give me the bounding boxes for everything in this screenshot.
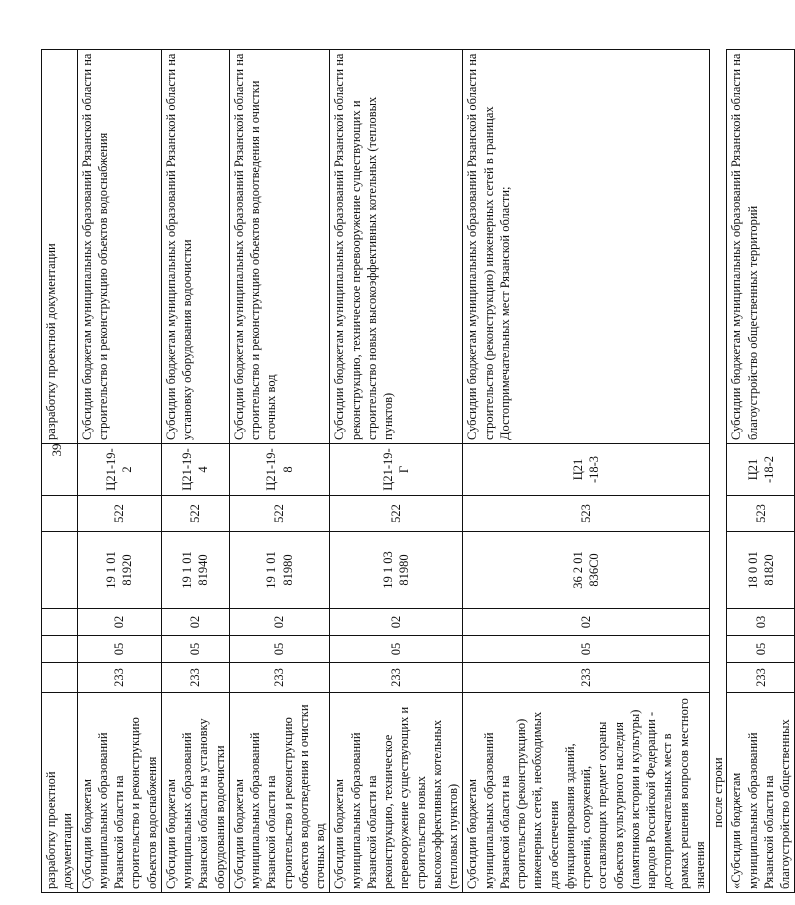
row-description: Субсидии бюджетам муниципальных образований Рязанской области на установку оборудования водоочистки — [161, 50, 229, 444]
code-cell: 523 — [727, 496, 795, 532]
code-cell: Ц21-19-2 — [77, 444, 161, 496]
row-name: Субсидии бюджетам муниципальных образований Рязанской области на установку оборудования водоочистки — [161, 693, 229, 893]
code-cell — [42, 532, 78, 609]
code-cell: 233 — [77, 663, 161, 693]
row-name: Субсидии бюджетам муниципальных образований Рязанской области на строительство и реконструкцию объектов водоотведения и очистки сточных вод — [229, 693, 330, 893]
rotated-table-area — [41, 50, 792, 893]
table-row — [161, 50, 229, 893]
spacer-row — [710, 50, 727, 893]
code-cell: 522 — [77, 496, 161, 532]
row-name: «Субсидии бюджетам муниципальных образований Рязанской области на благоустройство общественных — [727, 693, 795, 893]
code-cell — [42, 663, 78, 693]
code-cell: 02 — [161, 609, 229, 636]
row-description: Субсидии бюджетам муниципальных образований Рязанской области на благоустройство общественных территорий — [727, 50, 795, 444]
page-number: 39 — [49, 443, 64, 457]
code-cell: 05 — [330, 636, 463, 663]
code-cell: 233 — [727, 663, 795, 693]
code-cell: Ц21-19-Г — [330, 444, 463, 496]
row-description: Субсидии бюджетам муниципальных образований Рязанской области на строительство и реконструкцию объектов водоотведения и очистки сточных вод — [229, 50, 330, 444]
code-cell: 522 — [330, 496, 463, 532]
code-cell: 18 0 01 81820 — [727, 532, 795, 609]
code-cell: 523 — [463, 496, 710, 532]
code-cell: 233 — [330, 663, 463, 693]
code-cell: 522 — [229, 496, 330, 532]
after-line-label: после строки — [711, 757, 725, 828]
row-name: разработку проектной документации — [42, 693, 78, 893]
code-cell: 03 — [727, 609, 795, 636]
code-cell: Ц21-19-4 — [161, 444, 229, 496]
budget-table — [41, 49, 795, 893]
code-cell: Ц21 -18-3 — [463, 444, 710, 496]
code-cell: 233 — [463, 663, 710, 693]
code-cell: Ц21-19-8 — [229, 444, 330, 496]
code-cell: 02 — [330, 609, 463, 636]
code-cell: 233 — [229, 663, 330, 693]
code-cell: 05 — [727, 636, 795, 663]
code-cell: 233 — [161, 663, 229, 693]
code-cell: 19 1 01 81980 — [229, 532, 330, 609]
row-name: Субсидии бюджетам муниципальных образований Рязанской области на строительство (реконструкцию) инженерных сетей, необходимых для обеспечения функционирования зданий, строений, сооружений, составляющих предмет охраны объектов культурного наследия (памятников истории и культуры) народов Российской Федерации - достопримечательных мест в рамках решения вопросов местного значения — [463, 693, 710, 893]
code-cell — [42, 444, 78, 496]
code-cell: Ц21 -18-2 — [727, 444, 795, 496]
code-cell: 19 1 01 81920 — [77, 532, 161, 609]
row-name: Субсидии бюджетам муниципальных образований Рязанской области на реконструкцию, техническое перевооружение существующих и строительство новых высокоэффективных котельных (тепловых пунктов) — [330, 693, 463, 893]
code-cell: 05 — [77, 636, 161, 663]
code-cell: 36 2 01 836С0 — [463, 532, 710, 609]
table-row — [330, 50, 463, 893]
code-cell: 19 1 03 81980 — [330, 532, 463, 609]
code-cell: 05 — [463, 636, 710, 663]
table-row — [463, 50, 710, 893]
row-description: Субсидии бюджетам муниципальных образований Рязанской области на строительство (реконструкцию) инженерных сетей в границах Достопримечательных мест Рязанской области; — [463, 50, 710, 444]
code-cell: 05 — [229, 636, 330, 663]
row-name: Субсидии бюджетам муниципальных образований Рязанской области на строительство и реконструкцию объектов водоснабжения — [77, 693, 161, 893]
code-cell — [42, 496, 78, 532]
code-cell — [42, 609, 78, 636]
table-row — [229, 50, 330, 893]
code-cell: 19 1 01 81940 — [161, 532, 229, 609]
code-cell: 02 — [229, 609, 330, 636]
row-description: разработку проектной документации — [42, 50, 78, 444]
row-description: Субсидии бюджетам муниципальных образований Рязанской области на реконструкцию, техническое перевооружение существующих и строительство новых высокоэффективных котельных (тепловых пунктов) — [330, 50, 463, 444]
code-cell: 02 — [463, 609, 710, 636]
code-cell: 02 — [77, 609, 161, 636]
row-description: Субсидии бюджетам муниципальных образований Рязанской области на строительство и реконструкцию объектов водоснабжения — [77, 50, 161, 444]
table-row — [727, 50, 795, 893]
code-cell — [42, 636, 78, 663]
code-cell: 05 — [161, 636, 229, 663]
table-row — [77, 50, 161, 893]
table-row — [42, 50, 78, 893]
code-cell: 522 — [161, 496, 229, 532]
